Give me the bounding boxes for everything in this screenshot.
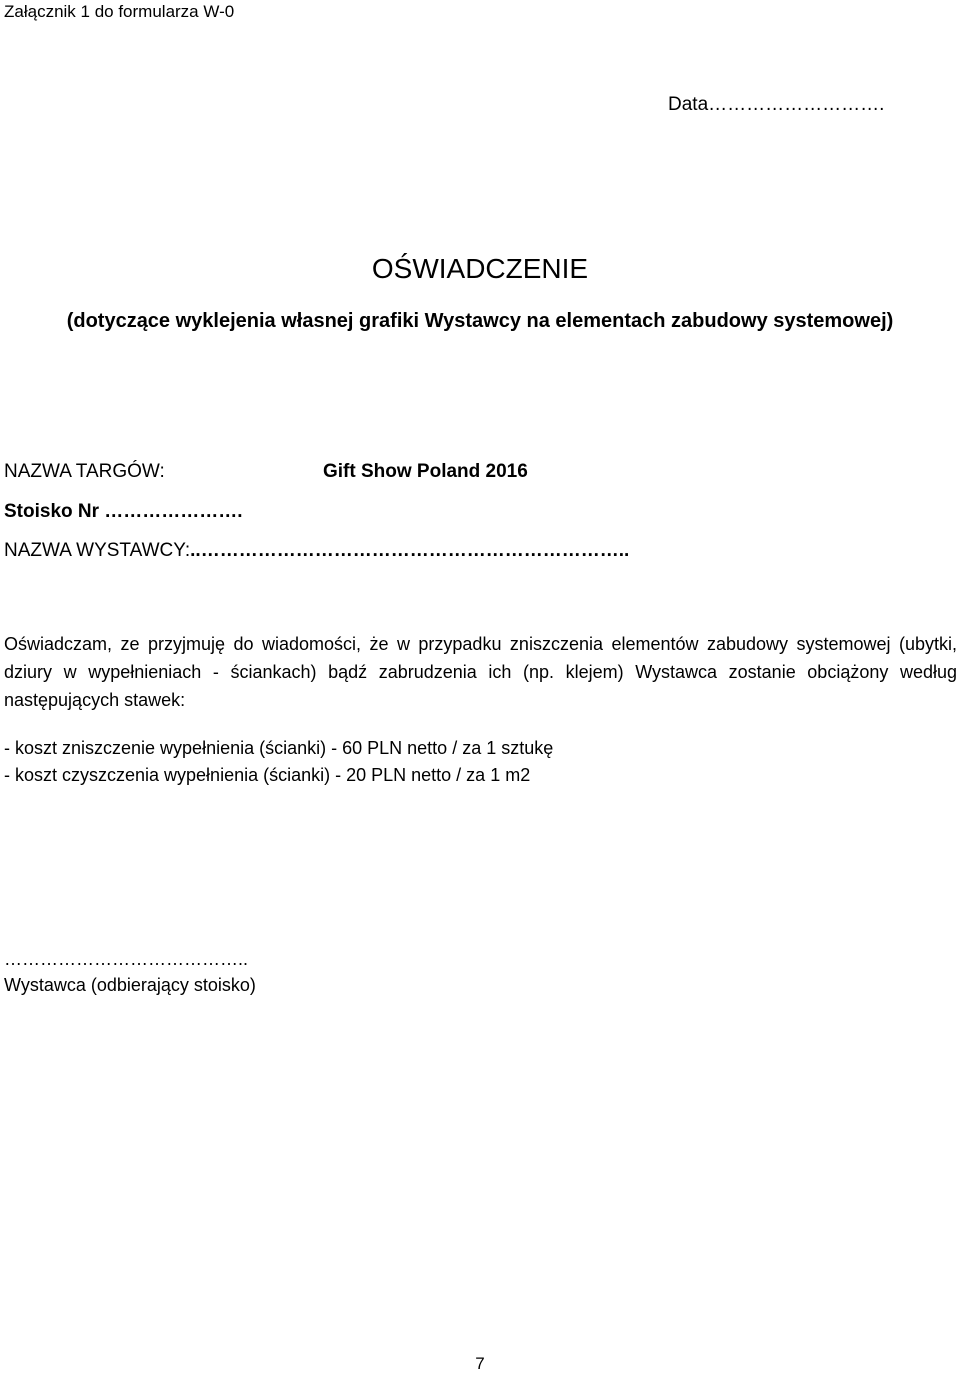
attachment-note: Załącznik 1 do formularza W-0: [4, 2, 235, 21]
exhibitor-name-line: [4, 540, 629, 562]
exhibitor-name-dots: ..…………………………………………………………..: [190, 540, 630, 561]
page-title: OŚWIADCZENIE: [371, 253, 589, 284]
stand-number-line: Stoisko Nr ………………….: [4, 501, 243, 522]
cost-item-cleaning: - koszt czyszczenia wypełnienia (ścianki) - 20 PLN netto / za 1 m2: [4, 765, 531, 785]
statement-paragraph: Oświadczam, ze przyjmuję do wiadomości, że w przypadku zniszczenia elementów zabudowy systemowej (ubytki, dziury w wypełnieniach - ściankach) bądź zabrudzenia ich (np. klejem) Wystawca zostanie obciążony według następujących stawek:: [4, 634, 957, 710]
page-subtitle: (dotyczące wyklejenia własnej grafiki Wystawcy na elementach zabudowy systemowej): [66, 310, 894, 332]
fair-name-label: NAZWA TARGÓW:: [4, 461, 165, 482]
exhibitor-name-label: NAZWA WYSTAWCY:: [4, 540, 191, 561]
fair-name-value: Gift Show Poland 2016: [323, 461, 528, 482]
signature-label: Wystawca (odbierający stoisko): [4, 975, 256, 995]
signature-line: …………………………………..: [4, 949, 249, 969]
page-number: 7: [475, 1354, 485, 1373]
cost-item-damage: - koszt zniszczenie wypełnienia (ścianki) - 60 PLN netto / za 1 sztukę: [4, 738, 554, 758]
date-line: Data……………………….: [668, 94, 885, 115]
